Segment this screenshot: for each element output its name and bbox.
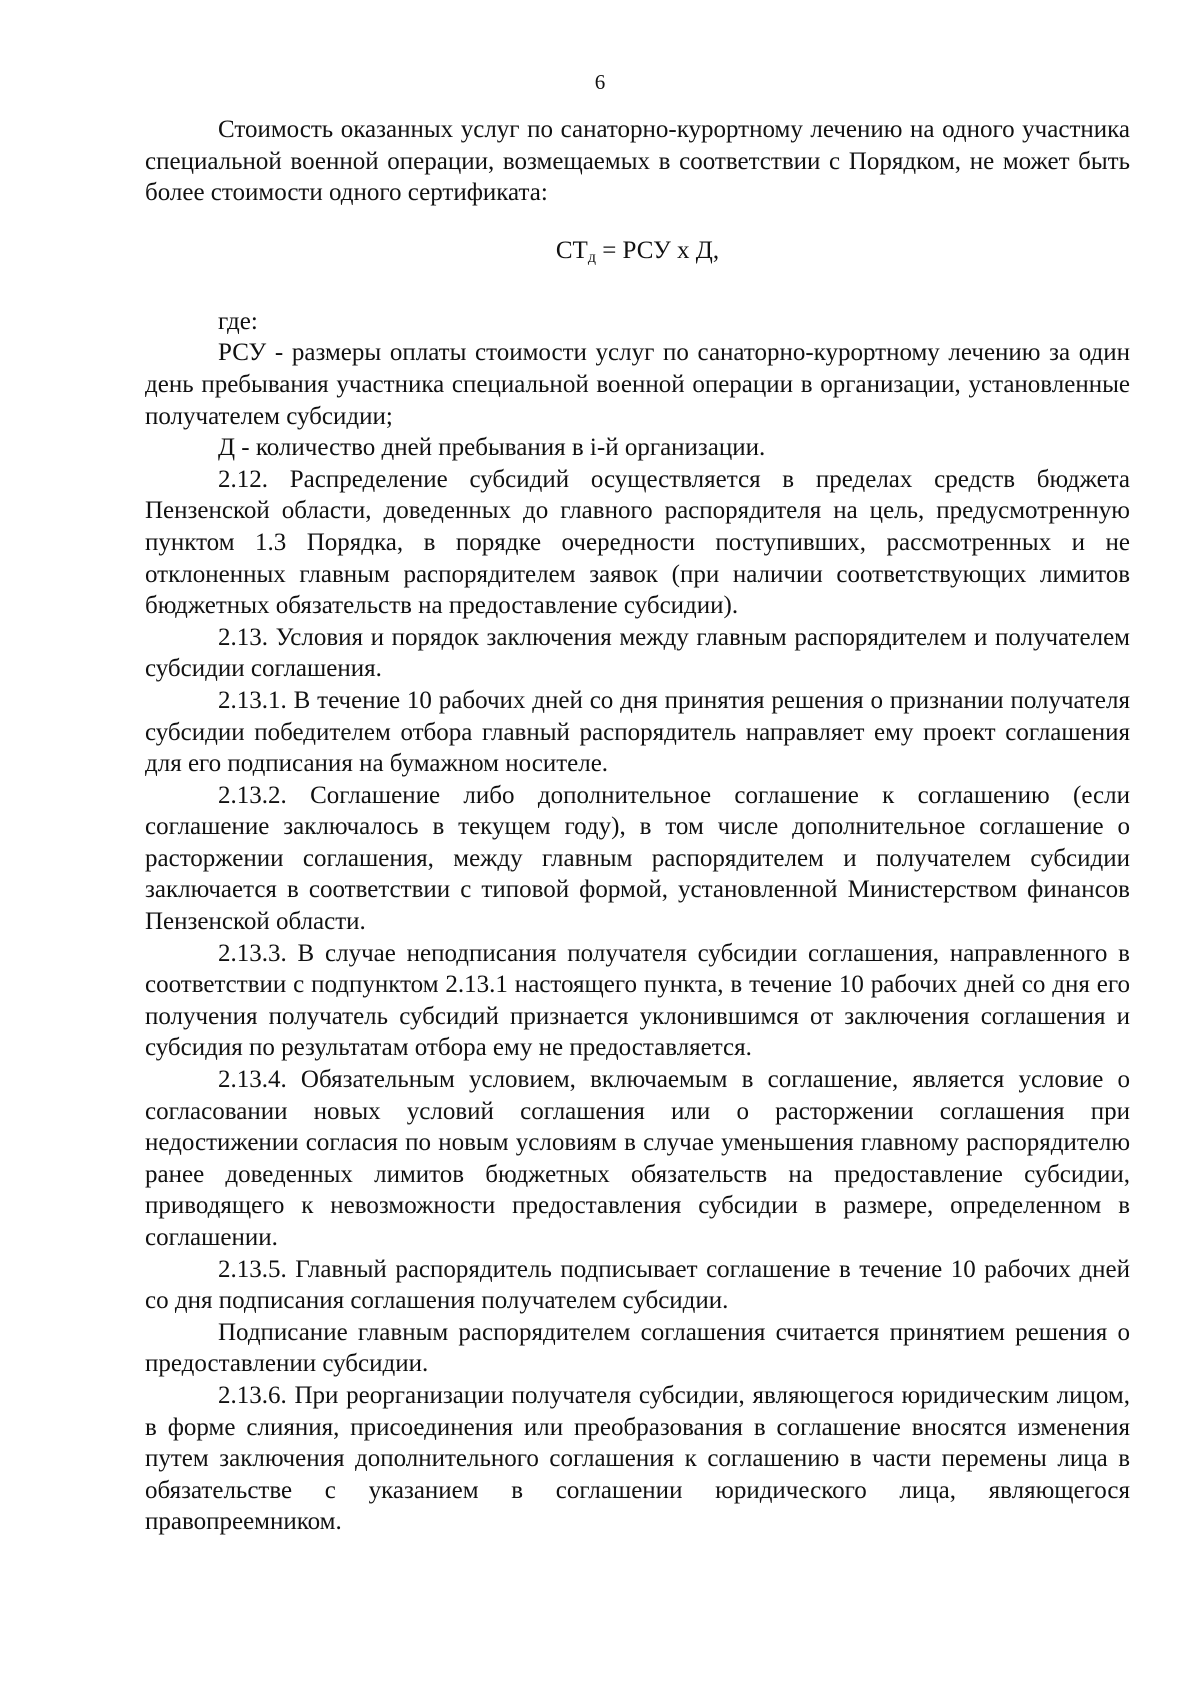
- formula-right: = РСУ х Д,: [595, 236, 720, 264]
- paragraph-2-13-6: 2.13.6. При реорганизации получателя субсидии, являющегося юридическим лицом, в форме слияния, присоединения или преобразования в соглашение вносятся изменения путем заключения дополнительного соглашения к соглашению в части перемены лица в обязательстве с указанием в соглашении юридического лица, являющегося правопреемником.: [145, 1381, 1130, 1536]
- formula-left: СТ: [555, 236, 588, 264]
- page-number: 6: [594, 70, 606, 94]
- document-body: [145, 114, 1130, 1538]
- paragraph-2-12: 2.12. Распределение субсидий осуществляется в пределах средств бюджета Пензенской области, доведенных до главного распорядителя на цель, предусмотренную пунктом 1.3 Порядка, в порядке очередности поступивших, рассмотренных и не отклоненных главным распорядителем заявок (при наличии соответствующих лимитов бюджетных обязательств на предоставление субсидии).: [145, 465, 1130, 620]
- paragraph-2-13-3: 2.13.3. В случае неподписания получателя субсидии соглашения, направленного в соответствии с подпунктом 2.13.1 настоящего пункта, в течение 10 рабочих дней со дня его получения получатель субсидий признается уклонившимся от заключения соглашения и субсидия по результатам отбора ему не предоставляется.: [145, 939, 1130, 1062]
- paragraph-2-13: 2.13. Условия и порядок заключения между главным распорядителем и получателем субсидии соглашения.: [145, 623, 1130, 683]
- paragraph-rsu: РСУ - размеры оплаты стоимости услуг по санаторно-курортному лечению за один день пребывания участника специальной военной операции в организации, установленные получателем субсидии;: [145, 339, 1130, 430]
- formula: [145, 235, 1130, 274]
- paragraph-2-13-5: 2.13.5. Главный распорядитель подписывает соглашение в течение 10 рабочих дней со дня подписания соглашения получателем субсидии.: [145, 1255, 1130, 1315]
- paragraph-2-13-1: 2.13.1. В течение 10 рабочих дней со дня принятия решения о признании получателя субсидии победителем отбора главный распорядитель направляет ему проект соглашения для его подписания на бумажном носителе.: [145, 686, 1130, 778]
- paragraph-2-13-2: 2.13.2. Соглашение либо дополнительное соглашение к соглашению (если соглашение заключалось в текущем году), в том числе дополнительное соглашение о расторжении соглашения, между главным распорядителем и получателем субсидии заключается в соответствии с типовой формой, установленной Министерством финансов Пензенской области.: [145, 781, 1130, 936]
- paragraph-where: где:: [218, 307, 258, 335]
- paragraph-2-13-4: 2.13.4. Обязательным условием, включаемым в соглашение, является условие о согласовании новых условий соглашения или о расторжении соглашения при недостижении согласия по новым условиям в случае уменьшения главному распорядителю ранее доведенных лимитов бюджетных обязательств на предоставление субсидии, приводящего к невозможности предоставления субсидии в размере, определенном в соглашении.: [145, 1066, 1130, 1251]
- paragraph-cost-limit: Стоимость оказанных услуг по санаторно-курортному лечению на одного участника специальной военной операции, возмещаемых в соответствии с Порядком, не может быть более стоимости одного сертификата:: [145, 116, 1130, 207]
- formula-subscript: д: [587, 248, 596, 266]
- paragraph-signing: Подписание главным распорядителем соглашения считается принятием решения о предоставлении субсидии.: [145, 1318, 1130, 1378]
- paragraph-d: Д - количество дней пребывания в i-й организации.: [218, 434, 766, 462]
